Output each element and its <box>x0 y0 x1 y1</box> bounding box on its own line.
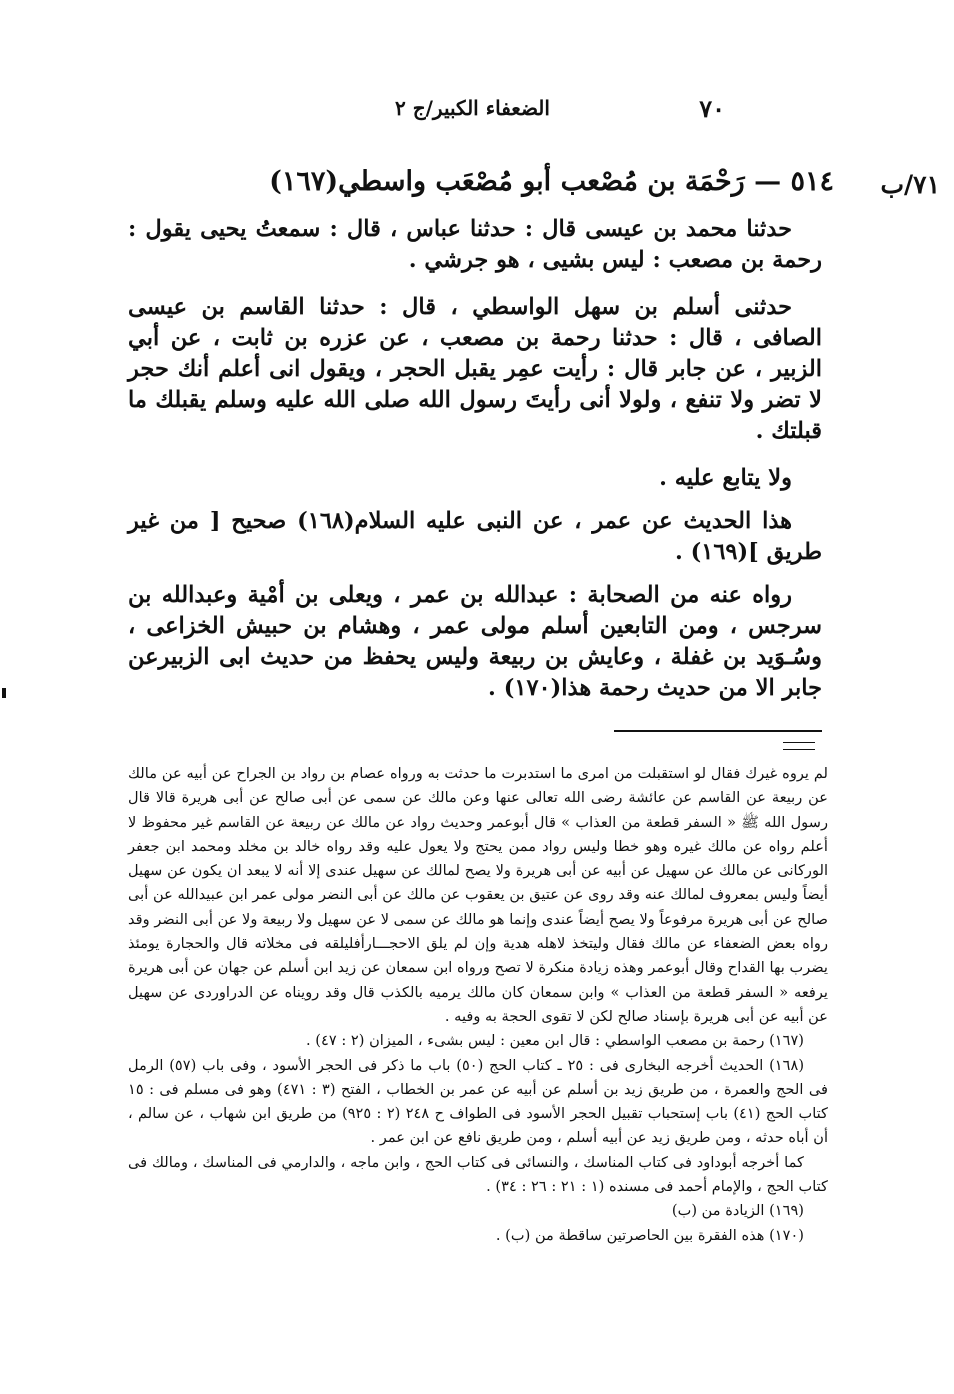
footnote-169: (١٦٩) الزيادة من (ب) <box>671 1202 804 1220</box>
footnote-separator-rule <box>614 730 822 732</box>
footnote-continuation: لم يروه غيرك فقال لو استقبلت من امرى ما استدبرت ما حدثت به ورواه عصام بن رواد بن الجراح عن أبيه عن مالك عن ربيعة عن القاسم عن عائشة رضى الله تعالى عنها وعن مالك عن سمى عن أبى صالح عن أبى هريرة قالا قال رسول الله ﷺ « السفر قطعة من العذاب » قال أبوعمر وحديث رواد عن مالك عن ربيعة عن القاسم غير محفوظ لا أعلم رواه عن مالك غيره وهو خطا وليس رواد ممن يحتج ولا يعول عليه وقد رواه خالد بن مخلد ومحمد ابن جعفر الوركانى عن مالك عن سهيل عن أبيه عن أبى هريرة ولا يصح لمالك عن سهيل عندى إلا أنه لا يبعد ان يكون عن سهيل أيضاً وليس بمعروف لمالك عنه وقد روى عن عتيق بن يعقوب عن مالك عن أبى النضر مولى عمر ابن عبيدالله عن أبى صالح عن أبى هريرة مرفوعاً ولا يصح أيضاً عندى وإنما هو مالك عن سمى لا عن سهيل ولا ربيعة ولا عن أبى النضر وقد رواه بعض الضعفاء عن مالك فقال وليتخذ لاهله هدية وإن لم يلق الاحجـــارأفليلقه فى مخلاته قال والحجارة يومئذ يضرب بها القداح وقال أبوعمر وهذه زيادة منكرة لا تصح ورواه ابن سمعان عن زيد ابن أسلم عن جهان عن أبى هريرة يرفعه « السفر قطعة من العذاب » وابن سمعان كان مالك يرميه بالكذب قال وقد رويناه عن الدراوردى عن سهيل عن أبيه عن أبى هريرة بإسناد صالح لكن لا تقوى الحجة به وفيه . <box>128 765 828 1025</box>
book-title: الضعفاء الكبير/ج ٢ <box>395 96 550 120</box>
running-head <box>395 94 725 128</box>
footnote-167: (١٦٧) رحمة بن مصعب الواسطي : قال ابن معين : ليس بشىء ، الميزان (٢ : ٤٧) . <box>306 1032 804 1050</box>
entry-heading: ٥١٤ — رَحْمَة بن مُصْعب أبو مُصْعَب واسطي(١٦٧) <box>269 166 834 197</box>
main-text <box>128 214 822 720</box>
footnote-168-continued: كما أخرجه أبوداود فى كتاب المناسك ، والنسائى فى كتاب الحج ، وابن ماجه ، والدارمي فى المناسك ، ومالك فى كتاب الحج ، والإمام أحمد فى مسنده (١ : ٢١ : ٢٦ : ٣٤) . <box>128 1153 828 1196</box>
footnote-continuation-mark <box>783 742 815 750</box>
scan-margin-mark <box>2 688 6 698</box>
footnotes <box>128 762 828 1248</box>
footnote-168: (١٦٨) الحديث أخرجه البخارى فى : ٢٥ ـ كتاب الحج (٥٠) باب ما ذكر فى الحجر الأسود ، وفى باب (٥٧) الرمل فى الحج والعمرة ، من طريق زيد بن أسلم عن أبيه عن عمر بن الخطاب ، الفتح (٣ : ٤٧١) وهو فى مسلم فى : ١٥ كتاب الحج (٤١) باب إستحباب تقبيل الحجر الأسود فى الطواف ح ٢٤٨ (٢ : ٩٢٥) من طريق ابن شهاب ، عن سالم ، أن أباه حدثه ، ومن طريق زيد عن أبيه أسلم ، ومن طريق نافع عن ابن عمر . <box>128 1056 828 1147</box>
paragraph-transmitters: رواه عنه من الصحابة : عبدالله بن عمر ، ويعلى بن أمْية وعبدالله بن سرجس ، ومن التابعين أسلم مولى عمر ، وهشام بن حبيش الخزاعى ، وسُـوَيد بن غفلة ، وعايش بن ربيعة وليس يحفظ من حديث ابى الزبيرعن جابر الا من حديث رحمة هذا(١٧٠) . <box>128 582 822 701</box>
paragraph-narration-1: حدثنا محمد بن عيسى قال : حدثنا عباس ، قال : سمعتُ يحيى يقول : رحمة بن مصعب : ليس بشيى ، هو جرشي . <box>128 216 822 273</box>
paragraph-authenticity: هذا الحديث عن عمر ، عن النبى عليه السلام(١٦٨) صحيح [ من غير طريق ](١٦٩) . <box>128 508 822 565</box>
paragraph-judgement: ولا يتابع عليه . <box>659 465 792 491</box>
manuscript-folio-marker: ٧١/ب <box>880 170 940 199</box>
footnote-170: (١٧٠) هذه الفقرة بين الحاصرتين ساقطة من (ب) . <box>495 1226 804 1244</box>
paragraph-narration-2: حدثنى أسلم بن سهل الواسطي ، قال : حدثنا القاسم بن عيسى الصافى ، قال : حدثنا رحمة بن مصعب ، عن عزره بن ثابت ، عن أبي الزبير ، عن جابر قال : رأيت عمِر يقبل الحجر ، ويقول انى أعلم أنك حجر لا تضر ولا تنفع ، ولولا أنى رأيتَ رسول الله صلى الله عليه وسلم يقبلك ما قبلتك . <box>128 294 822 444</box>
page-number: ٧٠ <box>699 94 725 123</box>
